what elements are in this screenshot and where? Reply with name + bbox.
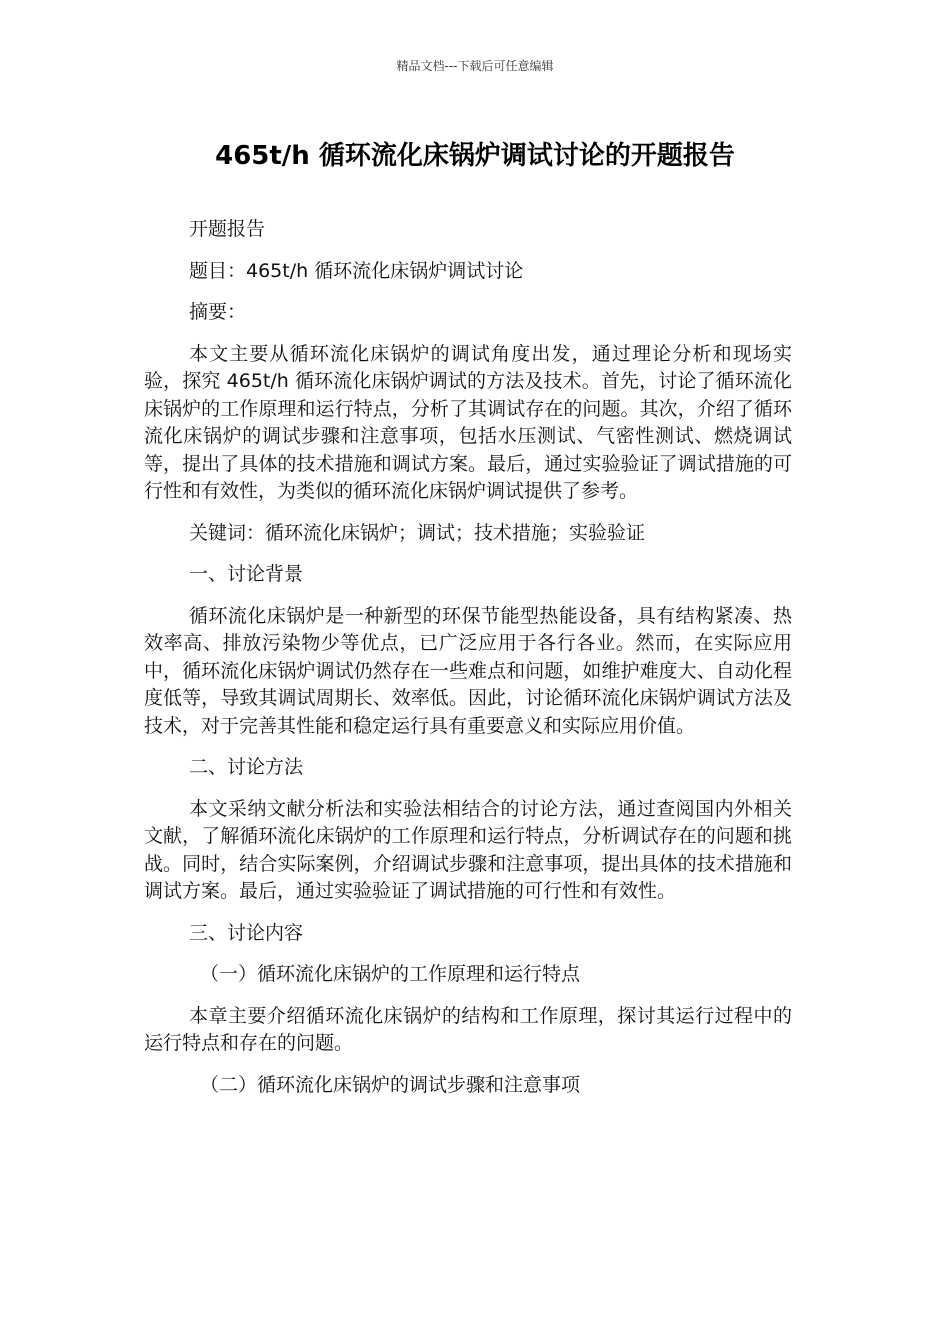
page-header-note: 精品文档---下载后可任意编辑 (396, 59, 554, 73)
section-heading-content: 三、讨论内容 (189, 921, 304, 944)
topic-line: 题目：465t/h 循环流化床锅炉调试讨论 (189, 259, 524, 282)
report-label: 开题报告 (189, 218, 266, 240)
section-paragraph-method: 本文采纳文献分析法和实验法相结合的讨论方法，通过查阅国内外相关文献，了解循环流化床锅炉的工作原理和运行特点，分析调试存在的问题和挑战。同时，结合实际案例，介绍调试步骤和注意事项，提出具体的技术措施和调试方案。最后，通过实验验证了调试措施的可行性和有效性。 (144, 797, 792, 902)
abstract-paragraph: 本文主要从循环流化床锅炉的调试角度出发，通过理论分析和现场实验，探究 465t/h 循环流化床锅炉调试的方法及技术。首先，讨论了循环流化床锅炉的工作原理和运行特点，分析了其调试存在的问题。其次，介绍了循环流化床锅炉的调试步骤和注意事项，包括水压测试、气密性测试、燃烧调试等，提出了具体的技术措施和调试方案。最后，通过实验验证了调试措施的可行性和有效性，为类似的循环流化床锅炉调试提供了参考。 (144, 342, 792, 502)
subsection-heading-principle: （一）循环流化床锅炉的工作原理和运行特点 (200, 963, 581, 985)
subsection-paragraph-principle: 本章主要介绍循环流化床锅炉的结构和工作原理，探讨其运行过程中的运行特点和存在的问题。 (144, 1004, 792, 1054)
keywords-line: 关键词：循环流化床锅炉；调试；技术措施；实验验证 (189, 521, 646, 544)
document-body (144, 216, 792, 1113)
abstract-label: 摘要： (189, 301, 247, 323)
section-heading-method: 二、讨论方法 (189, 756, 304, 778)
subsection-heading-steps: （二）循环流化床锅炉的调试步骤和注意事项 (200, 1073, 581, 1096)
section-paragraph-background: 循环流化床锅炉是一种新型的环保节能型热能设备，具有结构紧凑、热效率高、排放污染物少等优点，已广泛应用于各行各业。然而，在实际应用中，循环流化床锅炉调试仍然存在一些难点和问题，如维护难度大、自动化程度低等，导致其调试周期长、效率低。因此，讨论循环流化床锅炉调试方法及技术，对于完善其性能和稳定运行具有重要意义和实际应用价值。 (144, 604, 792, 737)
document-title: 465t/h 循环流化床锅炉调试讨论的开题报告 (215, 141, 735, 171)
section-heading-background: 一、讨论背景 (189, 563, 304, 585)
